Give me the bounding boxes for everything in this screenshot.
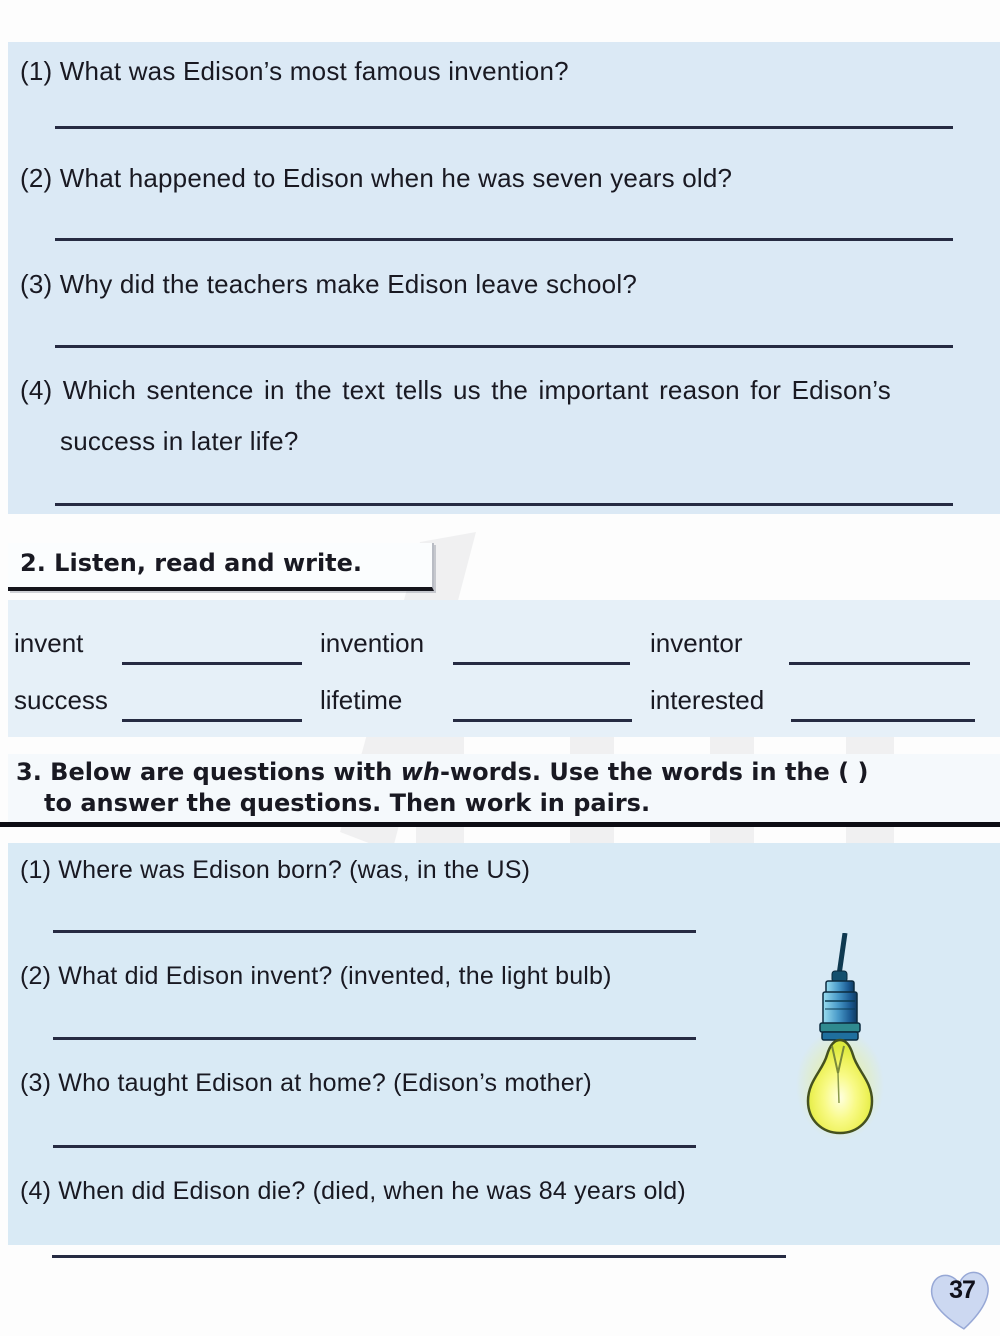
word-label: invent: [14, 628, 84, 658]
answer-line: [55, 503, 953, 506]
word-practice-panel: [8, 600, 1000, 737]
page-number: 37: [949, 1276, 975, 1304]
word-label: success: [14, 685, 108, 715]
word-blank: [791, 719, 975, 722]
answer-line: [53, 1037, 696, 1040]
answer-line: [55, 345, 953, 348]
heading-text: -words. Use the words in the ( ): [439, 758, 869, 786]
word-blank: [453, 662, 630, 665]
word-label: invention: [320, 628, 425, 658]
answer-line: [55, 238, 953, 241]
question-text: (3) Who taught Edison at home? (Edison’s mother): [20, 1069, 592, 1097]
question-text: (4) When did Edison die? (died, when he was 84 years old): [20, 1177, 686, 1205]
section3-heading-line2: to answer the questions. Then work in pairs.: [44, 789, 651, 817]
light-bulb-icon: [795, 933, 885, 1143]
section3-heading-line1: [16, 758, 868, 786]
question-text: (2) What happened to Edison when he was seven years old?: [20, 163, 733, 193]
heading-wh-italic: wh: [400, 758, 440, 786]
section2-heading: 2. Listen, read and write.: [20, 549, 363, 577]
question-text: (4) Which sentence in the text tells us the important reason for Edison’s: [20, 375, 891, 405]
question-text: (1) Where was Edison born? (was, in the US): [20, 856, 531, 884]
light-bulb-illustration: [795, 933, 885, 1143]
word-blank: [453, 719, 632, 722]
heading-text: 3. Below are questions with: [16, 758, 401, 786]
word-blank: [789, 662, 970, 665]
word-label: lifetime: [320, 685, 403, 715]
question-text-continued: success in later life?: [60, 426, 299, 456]
question-text: (2) What did Edison invent? (invented, the light bulb): [20, 962, 612, 990]
page-number-heart: [925, 1267, 997, 1335]
section2-heading-box: [8, 543, 434, 591]
answer-line: [53, 930, 696, 933]
word-blank: [122, 719, 302, 722]
word-label: inventor: [650, 628, 743, 658]
answer-line: [55, 126, 953, 129]
question-text: (1) What was Edison’s most famous invention?: [20, 56, 569, 86]
question-text: (3) Why did the teachers make Edison leave school?: [20, 269, 637, 299]
word-blank: [122, 662, 302, 665]
section3-heading-rule: [0, 822, 1000, 827]
answer-line: [52, 1255, 786, 1258]
section3-heading-box: [8, 754, 1000, 822]
word-label: interested: [650, 685, 765, 715]
answer-line: [53, 1145, 696, 1148]
